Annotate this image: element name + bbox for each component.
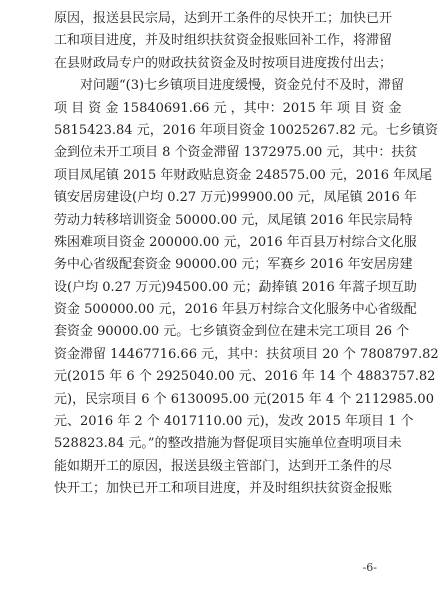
text-line: 金到位未开工项目 8 个资金滞留 1372975.00 元，其中：扶贫 [54, 145, 418, 161]
text-line: 能如期开工的原因，报送县级主管部门，达到开工条件的尽 [54, 458, 393, 474]
text-line: 设(户均 0.27 万元)94500.00 元；勐捧镇 2016 年蒿子坝互助 [54, 279, 417, 295]
text-line: 在县财政局专户的财政扶贫资金及时按项目进度拨付出去； [54, 55, 393, 71]
text-line: 资金滞留 14467716.66 元，其中：扶贫项目 20 个 7808797.82 [54, 346, 439, 362]
text-line: 528823.84 元。”的整改措施为督促项目实施单位查明项目未 [54, 436, 402, 452]
text-line: 项 目 资 金 15840691.66 元 ，其中：2015 年 项 目 资 金 [54, 100, 402, 116]
text-line: 对问题“(3)七乡镇项目进度缓慢，资金兑付不及时，滞留 [80, 78, 405, 94]
text-line: 元、2016 年 2 个 4017110.00 元)，发改 2015 年项目 1 个 [54, 414, 414, 430]
text-line: 劳动力转移培训资金 50000.00 元，凤尾镇 2016 年民宗局特 [54, 212, 413, 228]
text-line: 殊困难项目资金 200000.00 元，2016 年百县万村综合文化服 [54, 234, 417, 250]
text-line: 元)，民宗项目 6 个 6130095.00 元(2015 年 4 个 2112985.00 [54, 391, 434, 407]
text-line: 元(2015 年 6 个 2925040.00 元、2016 年 14 个 4883757.82 [54, 369, 436, 385]
document-body [54, 8, 439, 501]
text-line: 快开工；加快已开工和项目进度，并及时组织扶贫资金报账 [54, 481, 393, 497]
text-line: 工和项目进度，并及时组织扶贫资金报账回补工作，将滞留 [54, 33, 393, 49]
page-number: -6- [362, 561, 377, 574]
text-line: 镇安居房建设(户均 0.27 万元)99900.00 元，凤尾镇 2016 年 [54, 190, 417, 206]
text-line: 资金 500000.00 元，2016 年县万村综合文化服务中心省级配 [54, 302, 417, 318]
text-line: 务中心省级配套资金 90000.00 元；军赛乡 2016 年安居房建 [54, 257, 413, 273]
text-line: 原因，报送县民宗局，达到开工条件的尽快开工；加快已开 [54, 11, 393, 26]
text-line: 5815423.84 元，2016 年项目资金 10025267.82 元。七乡镇资 [54, 122, 439, 138]
text-line: 套资金 90000.00 元。七乡镇资金到位在建未完工项目 26 个 [54, 324, 410, 340]
text-line: 项目凤尾镇 2015 年财政贴息资金 248575.00 元，2016 年凤尾 [54, 167, 433, 183]
